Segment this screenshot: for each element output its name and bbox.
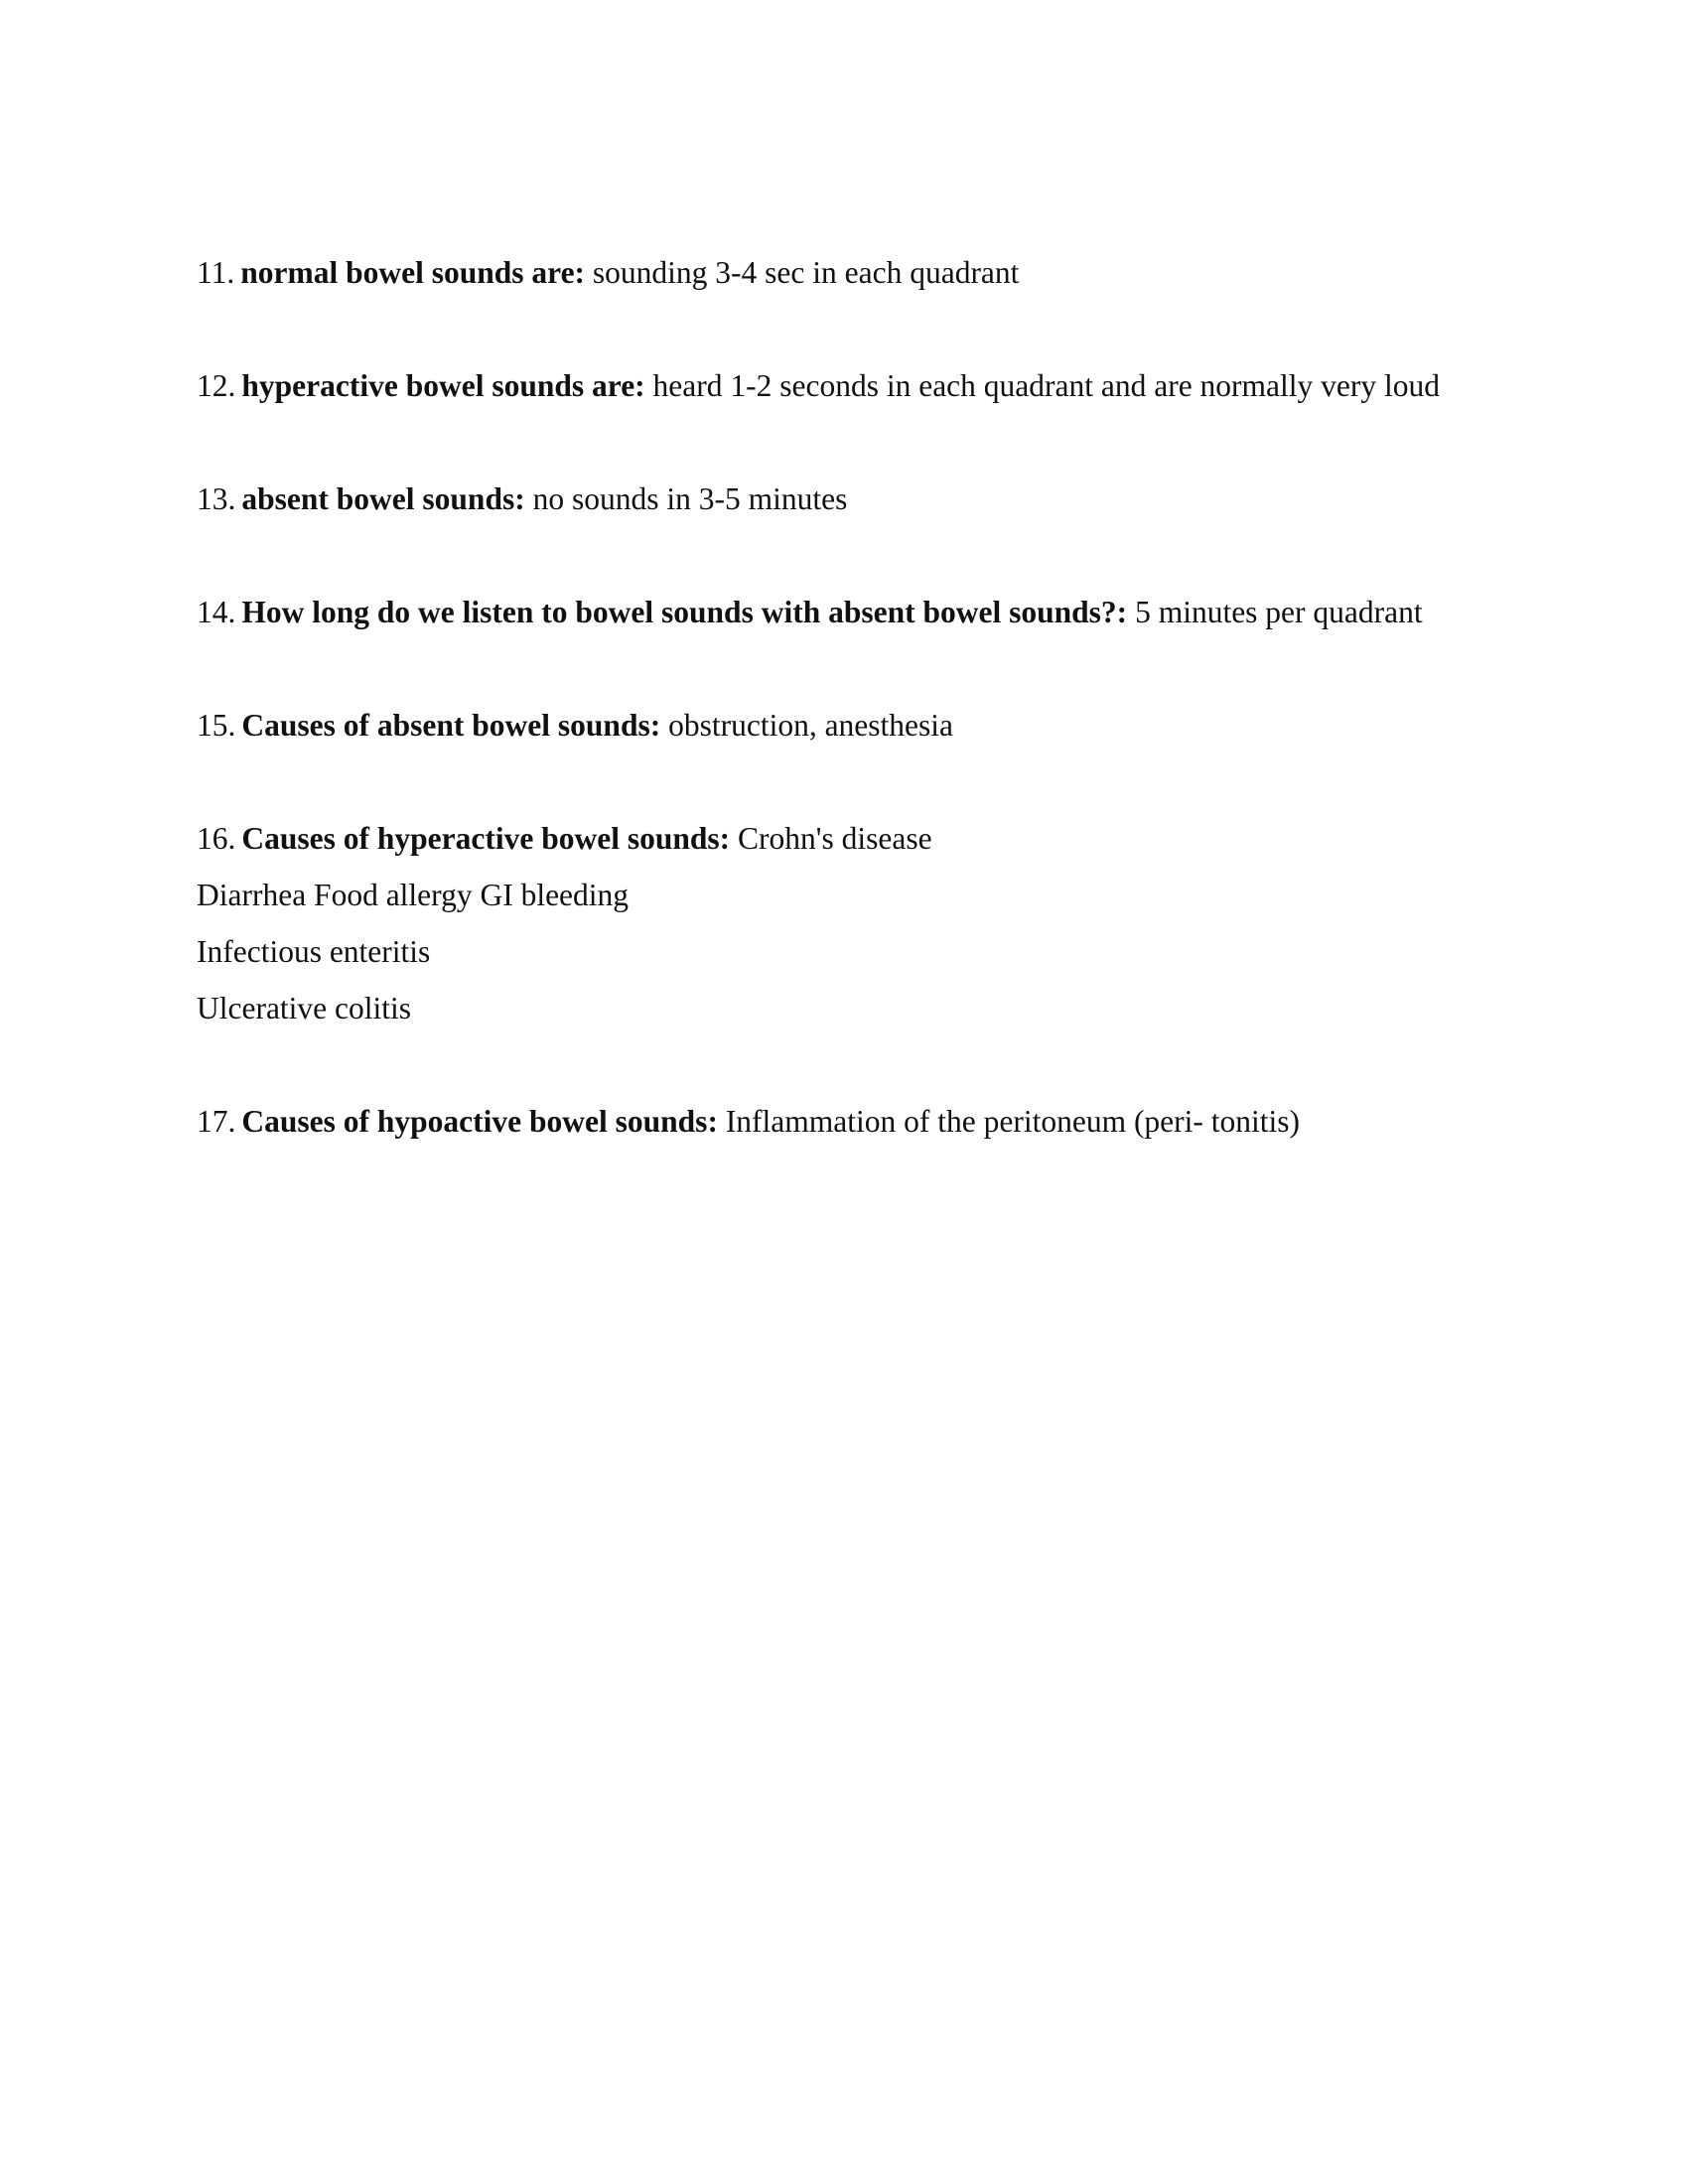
item-term: absent bowel sounds: [241, 481, 525, 516]
item-number: 17. [197, 1104, 236, 1139]
list-item-12 [197, 357, 1487, 414]
item-extra-line: Ulcerative colitis [197, 991, 412, 1025]
item-term: Causes of hyperactive bowel sounds: [241, 821, 731, 856]
item-number: 16. [197, 821, 236, 856]
list-item-15 [197, 697, 1487, 753]
item-answer: Inflammation of the peritoneum (peri- tonitis) [725, 1104, 1301, 1139]
item-answer: Crohn's disease [738, 821, 932, 856]
item-extra-line: Diarrhea Food allergy GI bleeding [197, 878, 630, 912]
item-number: 13. [197, 481, 236, 516]
item-answer: 5 minutes per quadrant [1135, 595, 1423, 629]
list-item-11 [197, 244, 1487, 301]
item-number: 11. [197, 255, 235, 290]
item-term: Causes of absent bowel sounds: [241, 708, 661, 743]
item-answer: sounding 3-4 sec in each quadrant [592, 255, 1020, 290]
item-term: Causes of hypoactive bowel sounds: [241, 1104, 718, 1139]
item-answer: obstruction, anesthesia [668, 708, 954, 743]
item-term: hyperactive bowel sounds are: [241, 368, 645, 403]
list-item-17 [197, 1093, 1487, 1150]
list-item-14 [197, 584, 1487, 640]
item-first-line [197, 810, 1487, 867]
item-number: 14. [197, 595, 236, 629]
list-item-16 [197, 810, 1487, 1036]
list-item-13 [197, 471, 1487, 527]
item-number: 12. [197, 368, 236, 403]
item-term: How long do we listen to bowel sounds with absent bowel sounds?: [241, 595, 1128, 629]
item-term: normal bowel sounds are: [240, 255, 586, 290]
flashcard-list [197, 244, 1487, 1150]
item-extra-line: Infectious enteritis [197, 934, 431, 969]
item-answer: no sounds in 3-5 minutes [532, 481, 848, 516]
item-answer: heard 1-2 seconds in each quadrant and are normally very loud [652, 368, 1440, 403]
item-number: 15. [197, 708, 236, 743]
